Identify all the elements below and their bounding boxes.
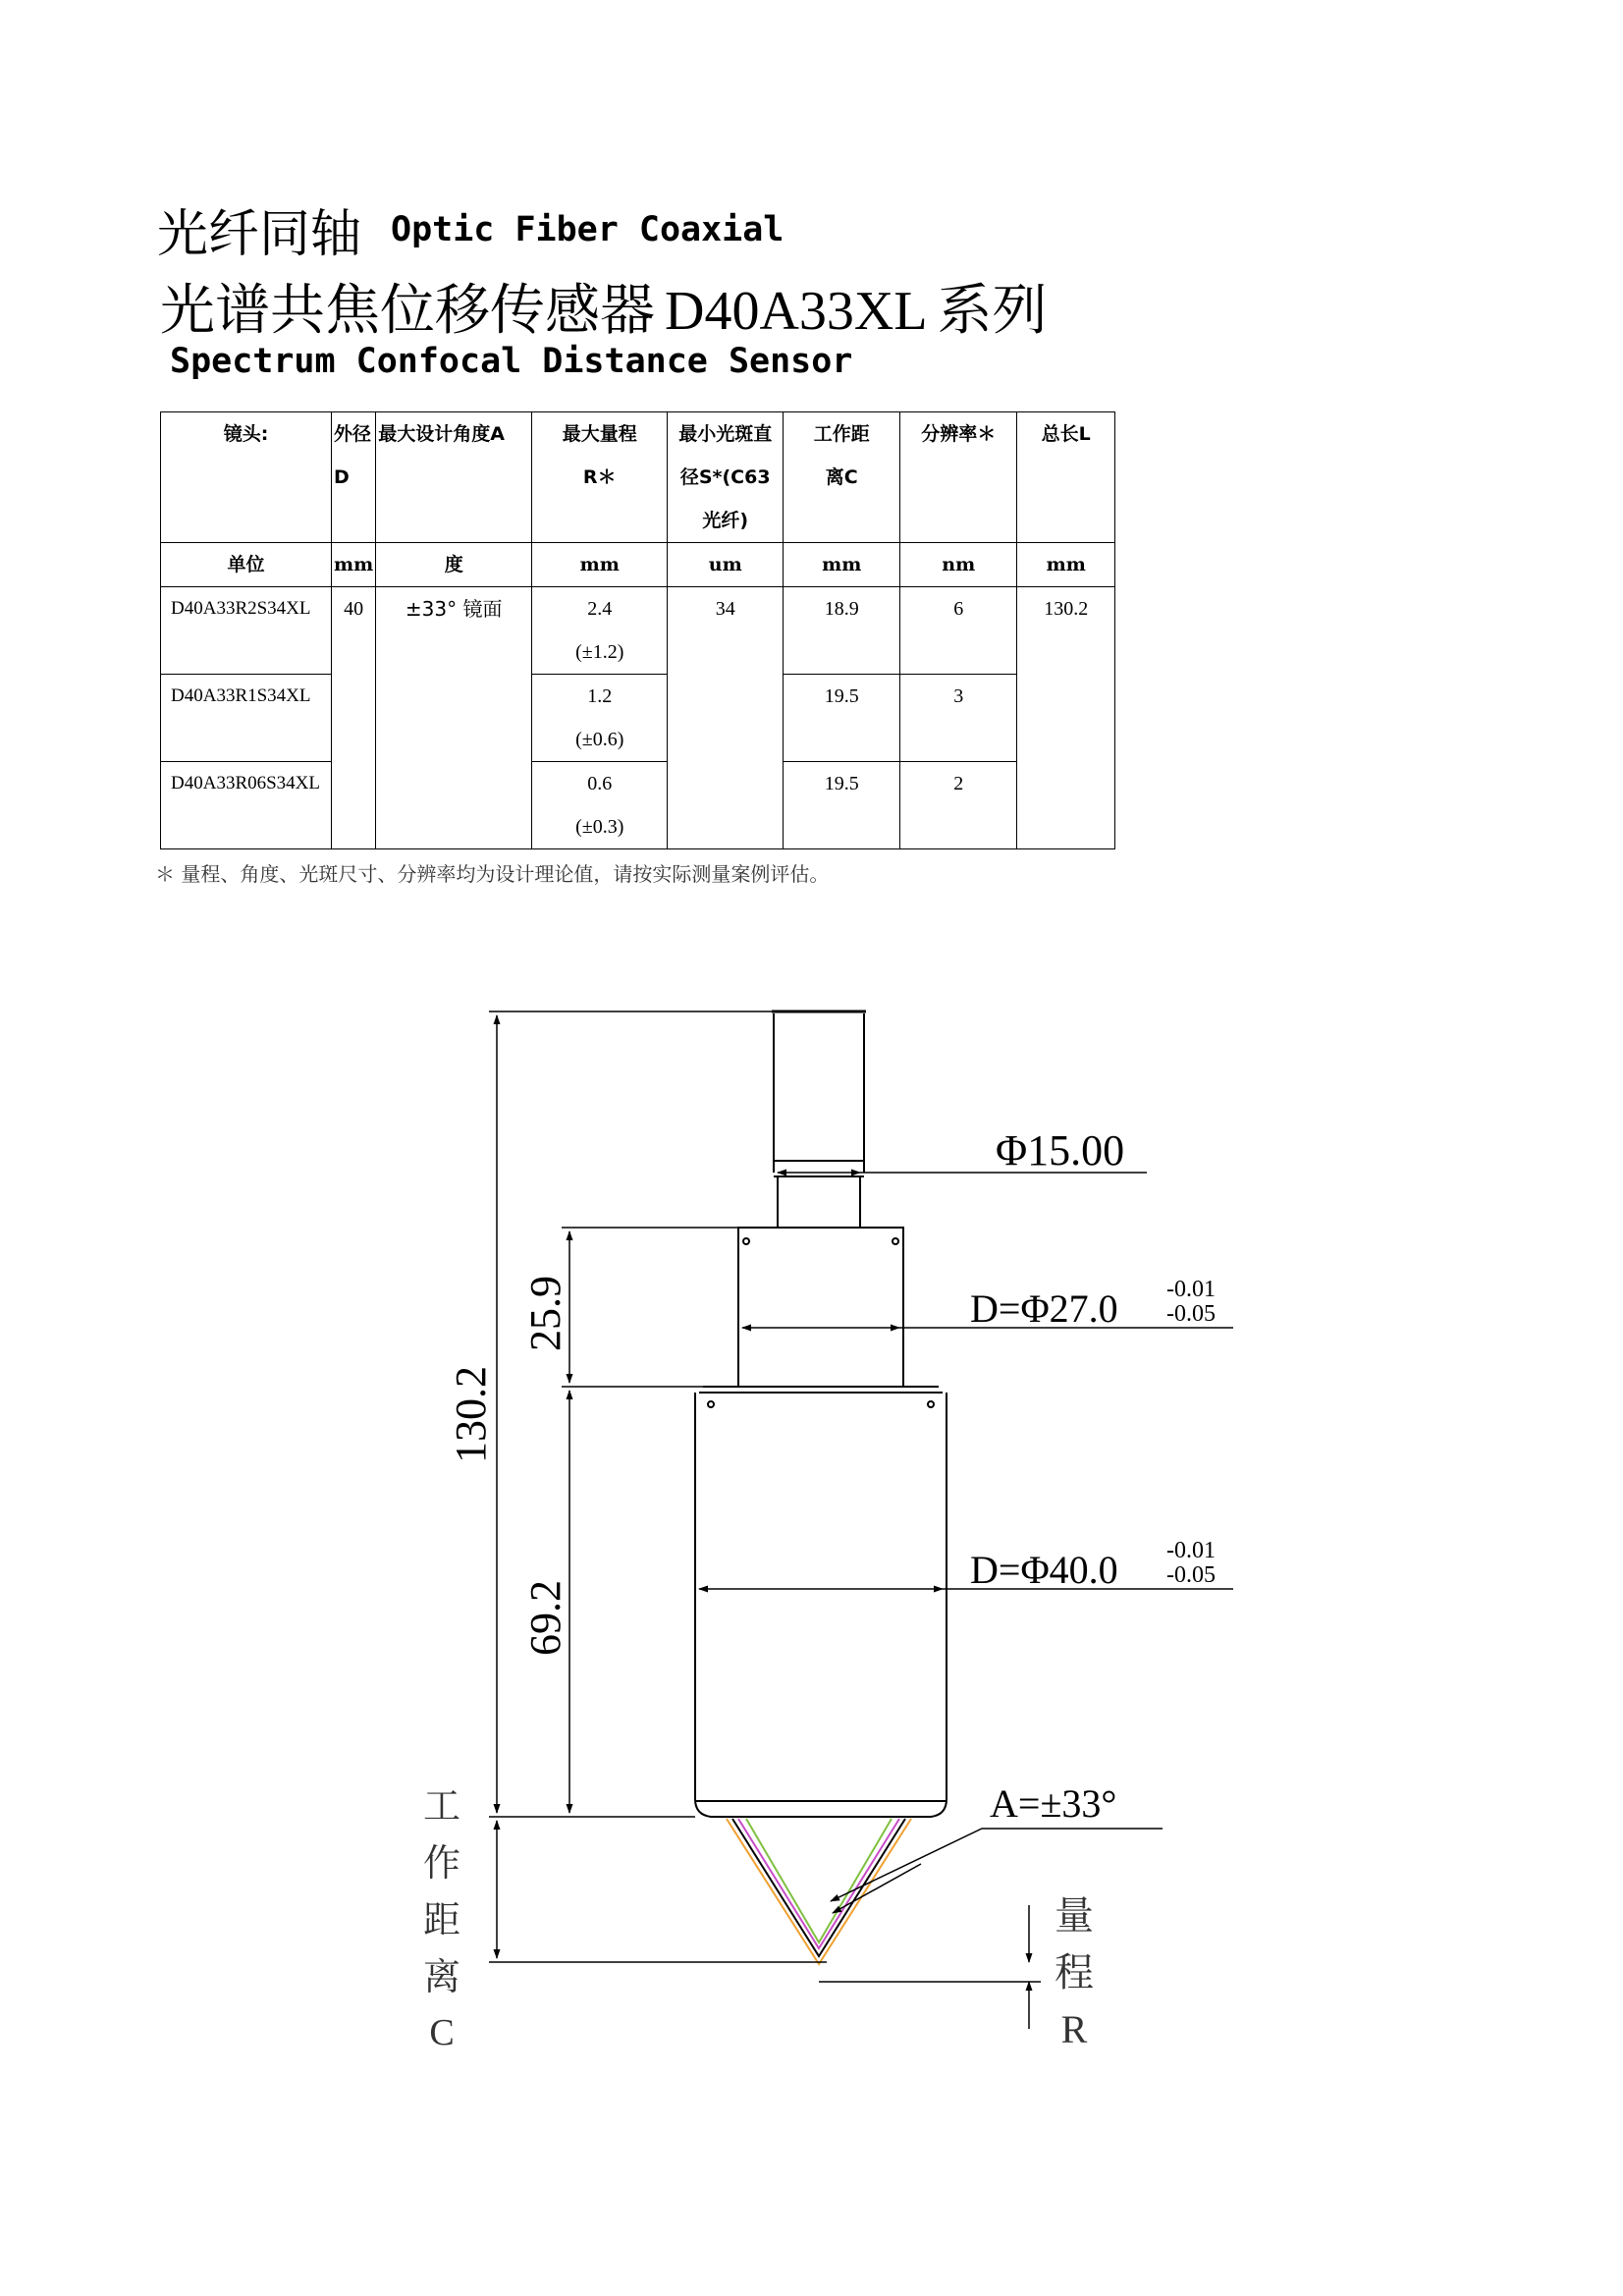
range-char: 程 [1055, 1950, 1094, 1995]
unit-angle: 度 [376, 543, 532, 587]
title-cn-series: 系列 [937, 279, 1048, 343]
row-2-range-value: 1.2 [587, 685, 613, 707]
dim-total-label: 130.2 [447, 1366, 495, 1463]
row-3-model: D40A33R06S34XL [161, 762, 332, 849]
dim-angle-label: A=±33° [990, 1781, 1117, 1826]
shared-diameter: 40 [332, 587, 376, 849]
range-label [1055, 1893, 1094, 2051]
header-diameter: 外径D [332, 412, 376, 543]
sensor-body-outline [695, 1011, 947, 1817]
footnote: ＊ 量程、角度、光斑尺寸、分辨率均为设计理论值，请按实际测量案例评估。 [155, 862, 830, 886]
dim-connector-label: Φ15.00 [996, 1126, 1125, 1175]
row-3-range-tolerance: (±0.3) [575, 816, 624, 838]
dim-d27-label: D=Φ27.0 [970, 1286, 1118, 1331]
row-2-range-tolerance: (±0.6) [575, 729, 624, 750]
unit-label: 单位 [161, 543, 332, 587]
dim-lower-label: 69.2 [521, 1580, 569, 1656]
row-2-resolution: 3 [900, 675, 1017, 762]
header-lens: 镜头: [161, 412, 332, 543]
row-3-range-value: 0.6 [587, 773, 613, 794]
title-en-product-name: Spectrum Confocal Distance Sensor [170, 342, 853, 381]
unit-resolution: nm [900, 543, 1017, 587]
light-cone [727, 1819, 911, 1964]
wd-char: 作 [422, 1841, 461, 1885]
row-1-resolution: 6 [900, 587, 1017, 675]
range-char: R [1060, 2007, 1088, 2051]
unit-diameter: mm [332, 543, 376, 587]
unit-spot: um [668, 543, 784, 587]
dimension-labels [447, 1126, 1216, 1826]
unit-working-distance: mm [784, 543, 900, 587]
wd-char: 工 [422, 1784, 461, 1828]
row-2-working-distance: 19.5 [784, 675, 900, 762]
unit-range: mm [532, 543, 668, 587]
row-1-model: D40A33R2S34XL [161, 587, 332, 675]
dim-d40-tol-lower: -0.05 [1166, 1562, 1216, 1588]
header-total-length: 总长L [1017, 412, 1115, 543]
header-angle: 最大设计角度A [376, 412, 532, 543]
header-working-distance: 工作距离C [784, 412, 900, 543]
wd-char: C [429, 2012, 455, 2053]
title-cn-product-type: 光纤同轴 [157, 205, 362, 264]
dim-upper-label: 25.9 [521, 1276, 569, 1351]
title-cn-product-name: 光谱共焦位移传感器 [160, 279, 655, 343]
header-range: 最大量程R＊ [532, 412, 668, 543]
shared-spot: 34 [668, 587, 784, 849]
shared-angle: ±33° 镜面 [376, 587, 532, 849]
row-2-model: D40A33R1S34XL [161, 675, 332, 762]
dim-d27-tol-lower: -0.05 [1166, 1301, 1216, 1327]
row-1-range-value: 2.4 [587, 598, 613, 620]
header-resolution: 分辨率＊ [900, 412, 1017, 543]
working-distance-label [423, 1784, 460, 2053]
row-3-resolution: 2 [900, 762, 1017, 849]
row-3-working-distance: 19.5 [784, 762, 900, 849]
shared-total-length: 130.2 [1017, 587, 1115, 849]
dim-d40-tol-upper: -0.01 [1166, 1538, 1216, 1563]
title-en-product-type: Optic Fiber Coaxial [391, 209, 784, 249]
range-char: 量 [1055, 1893, 1094, 1939]
dim-d40-label: D=Φ40.0 [970, 1548, 1118, 1592]
row-1-working-distance: 18.9 [784, 587, 900, 675]
wd-char: 离 [422, 1955, 461, 1998]
header-spot: 最小光斑直径S*(C63光纤) [668, 412, 784, 543]
unit-total-length: mm [1017, 543, 1115, 587]
title-model-series: D40A33XL [665, 281, 928, 342]
wd-char: 距 [422, 1898, 461, 1941]
dim-d27-tol-upper: -0.01 [1166, 1277, 1216, 1302]
row-1-range-tolerance: (±1.2) [575, 641, 624, 663]
